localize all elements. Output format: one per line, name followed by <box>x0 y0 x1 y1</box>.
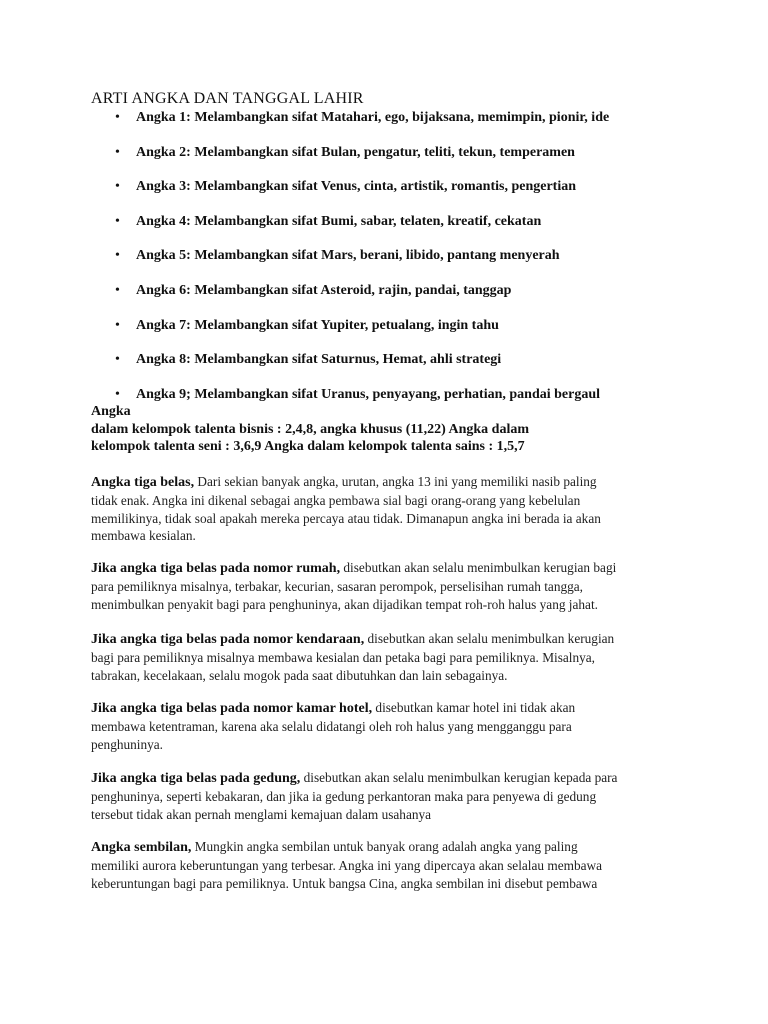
paragraph-lead: Angka tiga belas, <box>91 475 195 490</box>
paragraph-lead: Angka sembilan, <box>91 840 192 855</box>
list-item-text: Angka 6: Melambangkan sifat Asteroid, rajin, pandai, tanggap <box>136 282 512 298</box>
bullet-icon: • <box>115 179 120 195</box>
paragraph-text: membawa kesialan. <box>91 528 196 544</box>
bullet-icon: • <box>115 144 120 160</box>
paragraph-text: memilikinya, tidak soal apakah mereka percaya atau tidak. Dimanapun angka ini berada ia akan <box>91 510 601 526</box>
paragraph-kamar-hotel <box>91 699 691 753</box>
paragraph-angka-tiga-belas <box>91 473 691 545</box>
list-item-text: Angka 4: Melambangkan sifat Bumi, sabar, telaten, kreatif, cekatan <box>136 213 542 229</box>
talenta-group-text <box>91 403 711 456</box>
list-item <box>0 246 768 281</box>
paragraph-lead: Jika angka tiga belas pada gedung, <box>91 771 301 786</box>
paragraph-nomor-rumah <box>91 559 691 613</box>
list-item-text: Angka 2: Melambangkan sifat Bulan, pengatur, teliti, tekun, temperamen <box>136 144 575 160</box>
paragraph-text: membawa ketentraman, karena aka selalu didatangi oleh roh halus yang mengganggu para <box>91 718 572 734</box>
paragraph-text: menimbulkan penyakit bagi para penghuninya, akan dijadikan tempat roh-roh halus yang jahat. <box>91 596 598 612</box>
paragraph-gedung <box>91 769 691 823</box>
paragraph-text: bagi para pemiliknya misalnya membawa kesialan dan petaka bagi para pemiliknya. Misalnya, <box>91 649 596 665</box>
paragraph-text: penghuninya, seperti kebakaran, dan jika ia gedung perkantoran maka para penyewa di gedung <box>91 788 597 804</box>
list-item <box>0 316 768 351</box>
paragraph-lead: Jika angka tiga belas pada nomor kamar hotel, <box>91 701 373 716</box>
list-item-text: Angka 5: Melambangkan sifat Mars, berani, libido, pantang menyerah <box>136 248 560 264</box>
talenta-line: Angka <box>91 404 131 419</box>
list-item-text: Angka 7: Melambangkan sifat Yupiter, petualang, ingin tahu <box>136 317 499 333</box>
paragraph-text: Mungkin angka sembilan untuk banyak orang adalah angka yang paling <box>191 839 578 854</box>
paragraph-lead: Jika angka tiga belas pada nomor rumah, <box>91 561 341 576</box>
paragraph-text: tidak enak. Angka ini dikenal sebagai angka pembawa sial bagi orang-orang yang kebelulan <box>91 492 581 508</box>
list-item <box>0 212 768 247</box>
paragraph-text: disebutkan kamar hotel ini tidak akan <box>372 700 576 715</box>
list-item <box>0 143 768 178</box>
paragraph-text: memiliki aurora keberuntungan yang terbesar. Angka ini yang dipercaya akan selalau membawa <box>91 857 603 873</box>
bullet-icon: • <box>115 282 120 298</box>
bullet-icon: • <box>115 213 120 229</box>
paragraph-text: penghuninya. <box>91 736 164 752</box>
list-item <box>0 108 768 143</box>
paragraph-text: disebutkan akan selalu menimbulkan kerugian bagi <box>340 560 617 575</box>
paragraph-angka-sembilan <box>91 838 691 892</box>
paragraph-text: tersebut tidak akan pernah menglami kemajuan dalam usahanya <box>91 806 432 822</box>
document-title: ARTI ANGKA DAN TANGGAL LAHIR <box>91 90 364 107</box>
paragraph-text: para pemiliknya misalnya, terbakar, kecurian, sasaran perompok, perselisihan rumah tangga, <box>91 578 584 594</box>
list-item-text: Angka 9; Melambangkan sifat Uranus, penyayang, perhatian, pandai bergaul <box>136 386 601 402</box>
list-item-text: Angka 8: Melambangkan sifat Saturnus, Hemat, ahli strategi <box>136 352 502 368</box>
list-item-text: Angka 3: Melambangkan sifat Venus, cinta, artistik, romantis, pengertian <box>136 179 577 195</box>
talenta-line: dalam kelompok talenta bisnis : 2,4,8, angka khusus (11,22) Angka dalam <box>91 421 529 437</box>
angka-bullet-list <box>0 108 768 419</box>
list-item <box>0 281 768 316</box>
paragraph-text: disebutkan akan selalu menimbulkan kerugian <box>364 631 615 646</box>
paragraph-text: disebutkan akan selalu menimbulkan kerugian kepada para <box>300 770 618 785</box>
paragraph-text: keberuntungan bagi para pemiliknya. Untuk bangsa Cina, angka sembilan ini disebut pembawa <box>91 875 598 891</box>
bullet-icon: • <box>115 317 120 333</box>
paragraph-text: tabrakan, kecelakaan, selalu mogok pada saat dibutuhkan dan lain sebagainya. <box>91 667 508 683</box>
bullet-icon: • <box>115 352 120 368</box>
paragraph-lead: Jika angka tiga belas pada nomor kendaraan, <box>91 632 365 647</box>
paragraph-text: Dari sekian banyak angka, urutan, angka 13 ini yang memiliki nasib paling <box>194 474 597 489</box>
bullet-icon: • <box>115 110 120 125</box>
bullet-icon: • <box>115 386 120 402</box>
talenta-line: kelompok talenta seni : 3,6,9 Angka dalam kelompok talenta sains : 1,5,7 <box>91 439 525 455</box>
bullet-icon: • <box>115 248 120 264</box>
list-item <box>0 177 768 212</box>
list-item-text: Angka 1: Melambangkan sifat Matahari, ego, bijaksana, memimpin, pionir, ide <box>136 110 610 125</box>
list-item <box>0 350 768 385</box>
paragraph-nomor-kendaraan <box>91 630 691 684</box>
